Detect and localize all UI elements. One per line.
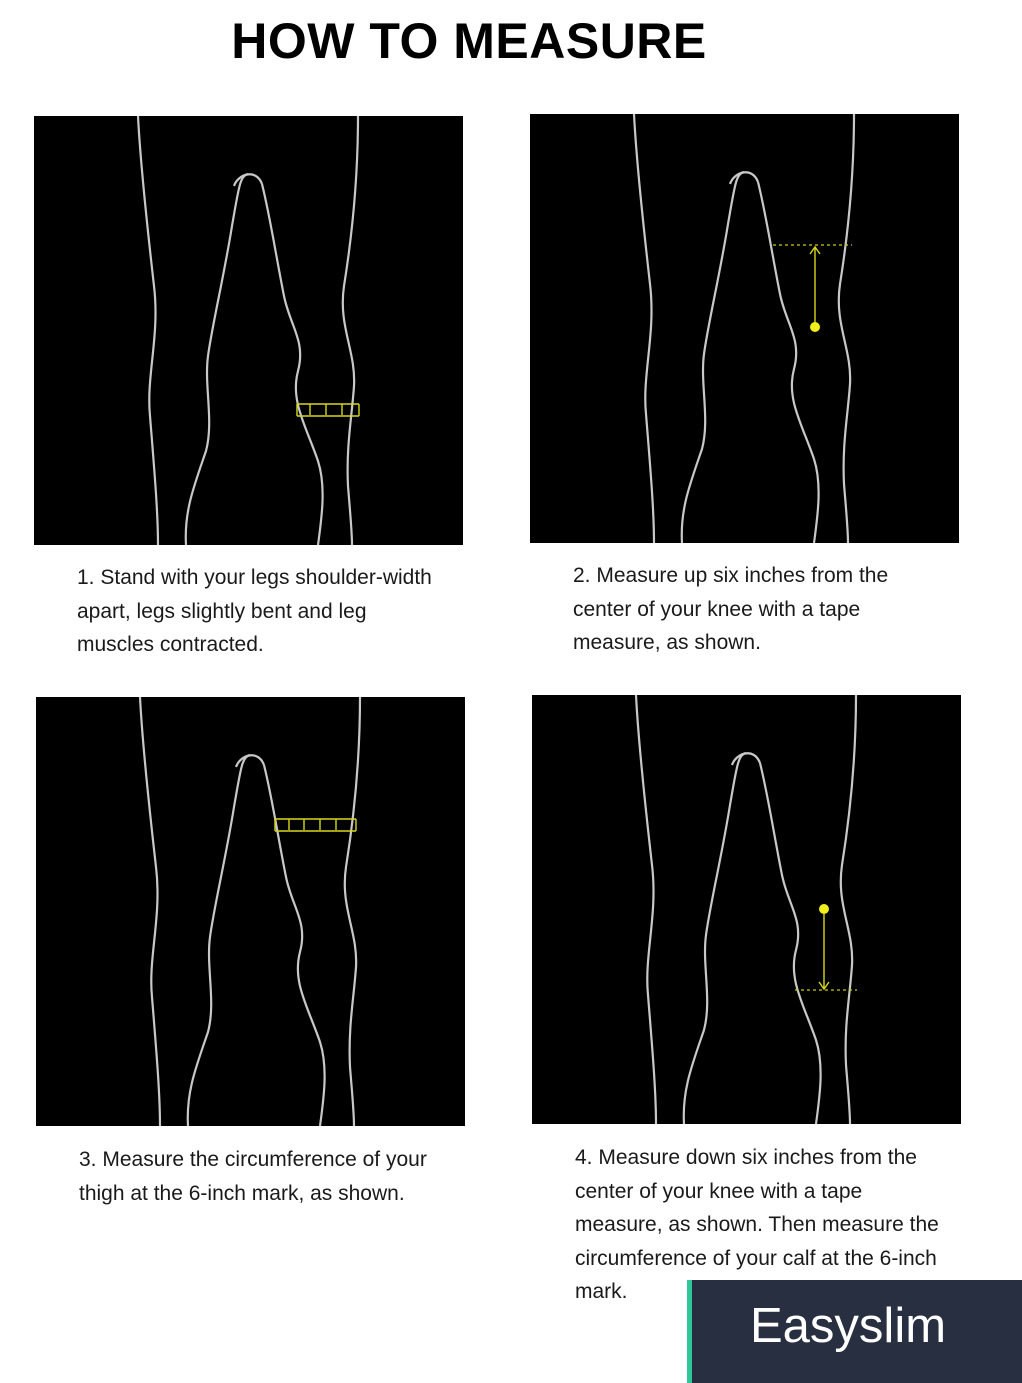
- tape-measure-mark: [297, 404, 359, 416]
- step-2-illustration: [530, 114, 959, 543]
- step-4-caption: 4. Measure down six inches from the center of your knee with a tape measure, as shown. Then measure the circumference of your calf at the 6-inch mark.: [575, 1146, 939, 1303]
- step-3-caption: 3. Measure the circumference of your thigh at the 6-inch mark, as shown.: [79, 1148, 427, 1205]
- step-1-caption: 1. Stand with your legs shoulder-width apart, legs slightly bent and leg muscles contracted.: [77, 566, 432, 656]
- step-4-illustration: [532, 695, 961, 1124]
- legs-tape-calf-icon: [34, 116, 463, 545]
- legs-tape-thigh-icon: [36, 697, 465, 1126]
- measure-down-mark: [795, 904, 857, 990]
- watermark-logo-text: Easyslim: [750, 1299, 947, 1353]
- step-1-illustration: [34, 116, 463, 545]
- step-2-caption: 2. Measure up six inches from the center of your knee with a tape measure, as shown.: [573, 564, 889, 654]
- tape-measure-mark: [275, 819, 356, 831]
- legs-measure-up-icon: [530, 114, 959, 543]
- watermark-overlay: [687, 1280, 1022, 1383]
- legs-measure-down-icon: [532, 695, 961, 1124]
- page-title: HOW TO MEASURE: [231, 13, 707, 69]
- step-3-illustration: [36, 697, 465, 1126]
